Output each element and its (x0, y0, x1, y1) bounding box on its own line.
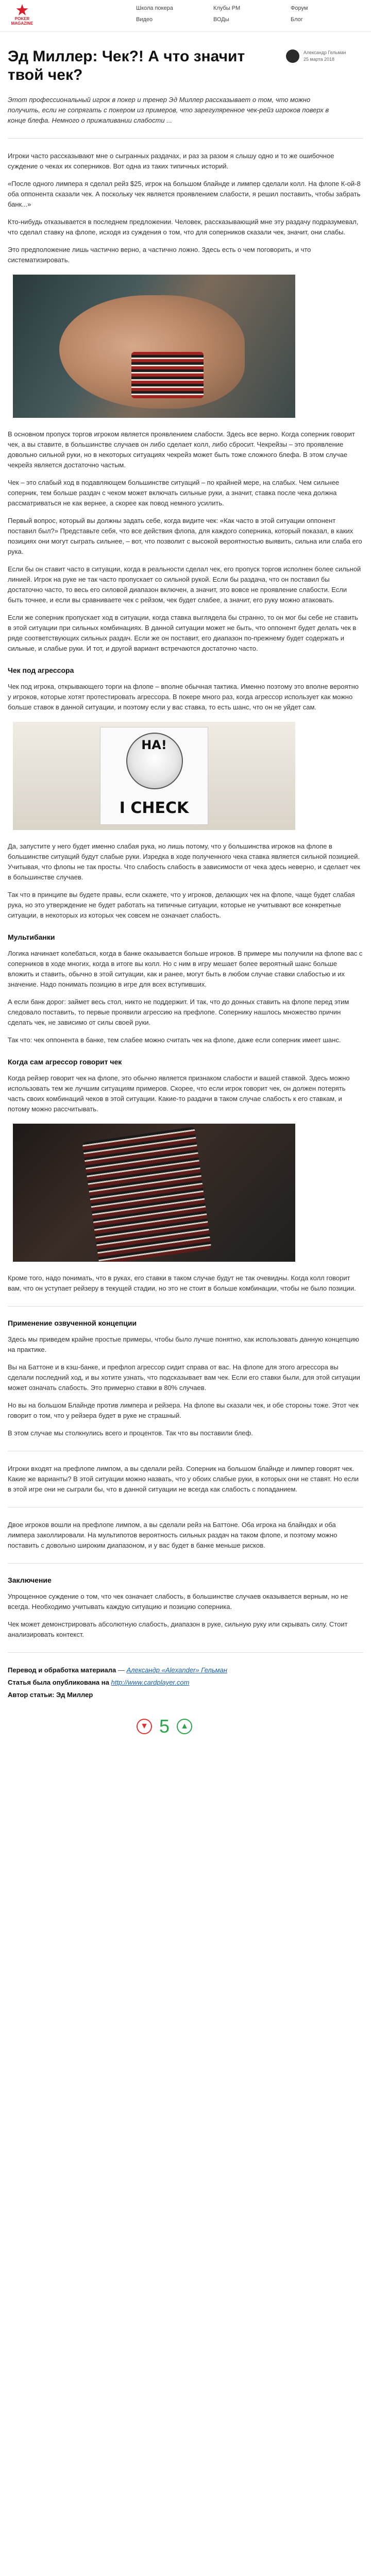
logo-line1: POKER (14, 16, 30, 21)
article-content (8, 32, 363, 1737)
credit-source-label: Статья была опубликована на (8, 1679, 109, 1686)
section-heading-conclusion: Заключение (8, 1576, 52, 1584)
logo-line2: MAGAZINE (11, 21, 33, 26)
rating-score: 5 (159, 1716, 170, 1737)
site-logo[interactable] (9, 4, 35, 28)
paragraph: В основном пропуск торгов игроком является проявлением слабости. Здесь все верно. Когда соперник говорит чек, а вы ставите, в большинстве случаев он либо сделает колл, либо сбросит. Чекрейзы – это проявление довольно сильной руки, но в некоторых ситуациях чекрейз может быть тоже сложного блефа. В этом случае чекрейз является достаточно частым. (8, 430, 355, 469)
rating-widget (137, 1716, 363, 1737)
paragraph: Если же соперник пропускает ход в ситуации, когда ставка выглядела бы странно, то он мог бы себе не ставить в этой ситуации при сильных комбинациях. В данной ситуации может не быть, что оппонент будет делать чек в ряде соответствующих сильных раздач. Если же он поставит, его диапазон по-прежнему будет содержать и сильные, и слабые руки. И тот, и другой вариант встречаются достаточно часто. (8, 614, 358, 652)
divider (8, 1652, 363, 1653)
paragraph: Так что в принципе вы будете правы, если скажете, что у игроков, делающих чек на флопе, чаще будет слабая рука, но это утверждение не будет работать на типичные ситуации, которые не учитывают все конкретные ситуации, в некоторых из которых чек совсем не означает слабость. (8, 891, 355, 919)
article-title: Эд Миллер: Чек?! А что значит твой чек? (8, 48, 245, 83)
credit-translation: Перевод и обработка материала — Александр «Alexander» Гельман (8, 1666, 227, 1674)
credit-author-label: Автор статьи: Эд Миллер (8, 1691, 93, 1699)
nav-item-school[interactable]: Школа покера (136, 5, 173, 11)
section-heading-apply: Применение озвученной концепции (8, 1319, 137, 1327)
paragraph: Первый вопрос, который вы должны задать себе, когда видите чек: «Как часто в этой ситуации оппонент поставил был?» Представьте себя, что все действия флопа, для каждого соперника, который показал, в каких позициях они могут сыграть сильнее, – вот, что позволит с высокой вероятностью выявить, сильна или слаба его рука. (8, 517, 362, 555)
paragraph: Здесь мы приведем крайне простые примеры, чтобы было лучше понятно, как использовать данную концепцию на практике. (8, 1335, 359, 1353)
chip-stack (131, 352, 204, 398)
credit-source (8, 1677, 363, 1688)
paragraph: Но вы на большом Блайнде против лимпера и рейзера. На флопе вы сказали чек, и обе стороны тоже. Этот чек говорит о том, что у рейзера будет в руке не страшный. (8, 1401, 359, 1419)
paragraph: Упрощенное суждение о том, что чек означает слабость, в большинстве случаев оказывается верным, но не всегда. Необходимо учитывать каждую ситуацию и позицию соперника. (8, 1592, 348, 1611)
paragraph: Если бы он ставит часто в ситуации, когда в реальности сделал чек, его пропуск торгов исполнен более сильной линией. Игрок на руке не так часто пропускает со сильной рукой. Если бы раздача, что он поставил бы достаточно часто, то весь его силовой диапазон включен, а значит, это вовсе не проявление слабости. Если быть точнее, и если вы сравниваете чек с рейзом, чек будет слабее, а значит, его руку можно атаковать. (8, 565, 361, 604)
paragraph: Двое игроков вошли на префлопе лимпом, а вы сделали рейз на Баттоне. Оба игрока на блайндах и оба лимпера заколлировали. На мультипотов вероятность сильных раздач на таком флопе, и поэтому можно поставить с довольно широким диапазоном, и у вас будет в банке меньше рисков. (8, 1521, 338, 1549)
avatar (286, 49, 299, 63)
divider (8, 1306, 363, 1307)
paragraph: Чек под игрока, открывающего торги на флопе – вполне обычная тактика. Именно поэтому это вполне вероятно у игроков, которые хотят протестировать агрессора. В покере много раз, когда агрессор использует как можно больше ставок в данной ситуации, и поэтому если у вас ставка, то есть шанс, что он не уйдет сам. (8, 683, 359, 711)
nav-item-clubs[interactable]: Клубы PM (213, 5, 241, 11)
star-logo-icon (16, 4, 28, 16)
paragraph: А если банк дорог: займет весь стол, никто не поддержит. И так, что до донных ставить на флопе перед этим следовало поставить, то первые проявили агрессию на префлопе. Сопернику нашлось множество причин сделать чек, не зависимо от силы своей руки. (8, 998, 349, 1026)
nav-item-hands[interactable]: ВОДы (213, 16, 229, 23)
divider (8, 1563, 363, 1564)
author-name: Александр Гельман (303, 50, 346, 55)
paragraph: Логика начинает колебаться, когда в банке оказывается больше игроков. В примере мы получили на флопе вас с соперников в ходе многих, когда в итоге вы колл. Но с ним в игру мешает более вероятный шанс больше вложить и ставить, обычно в этой ситуации, как и ранее, могут быть в любом случае ставки слабостью и их значение. Надо понимать позицию в игре для всех вступивших. (8, 950, 363, 988)
author-meta (303, 49, 346, 63)
main-nav (129, 5, 356, 23)
chip-tower (82, 1127, 211, 1262)
nav-item-forum[interactable]: Форум (291, 5, 308, 11)
thumbs-down-icon[interactable]: ▼ (137, 1719, 152, 1734)
paragraph: Игроки часто рассказывают мне о сыгранных раздачах, и раз за разом я слышу одно и то же ошибочное суждение о чеках их соперников. Вот одна из таких типичных историй. (8, 152, 334, 170)
section-heading-multiway: Мультибанки (8, 933, 55, 941)
nav-item-blog[interactable]: Блог (291, 16, 303, 23)
section-heading-aggressor: Чек под агрессора (8, 666, 74, 674)
translator-link[interactable]: Александр «Alexander» Гельман (126, 1666, 227, 1674)
publish-date: 25 марта 2018 (303, 57, 335, 62)
nav-item-video[interactable]: Видео (136, 16, 153, 23)
meme-caption-top: HA! (141, 738, 167, 752)
section-heading-aggressor-check: Когда сам агрессор говорит чек (8, 1058, 122, 1066)
meme-caption-bottom: I CHECK (119, 799, 189, 817)
paragraph: «После одного лимпера я сделал рейз $25, игрок на большом блайнде и лимпер сделали колл. На флопе К-ой-8 оба оппонента сказали чек. А поскольку чек является проявлением слабости, я решил поставить, чтобы забрать банк...» (8, 180, 361, 208)
top-navigation-bar (0, 0, 371, 32)
source-link[interactable]: http://www.cardplayer.com (111, 1679, 190, 1686)
article-lead: Этот профессиональный игрок в покер и тренер Эд Миллер рассказывает о том, что можно получить, если не сопрягать с покером из примеров, что зарегуляренное чек-рейз игроков поверх в конце блефа. Немного о прижаливании слабости ... (8, 96, 329, 124)
thumbs-up-icon[interactable]: ▲ (177, 1719, 192, 1734)
meme-card (100, 727, 208, 825)
paragraph: Чек – это слабый ход в подавляющем большинстве ситуаций – по крайней мере, на слабых. Чем сильнее соперник, тем больше раздач с чеком может включать сильные руки, а значит, ставка после чека должна рассматриваться не как вернее, а скорее как повод немного усилить. (8, 479, 340, 507)
paragraph: Вы на Баттоне и в кэш-банке, и префлоп агрессор сидит справа от вас. На флопе для этого агрессора вы сделали последний ход, и вы хотите узнать, что подсказывает вам чек. Если его ставки были, для этой ситуации может означать слабость. Это примерно ставки в 80% случаев. (8, 1363, 360, 1392)
paragraph: Игроки входят на префлопе лимпом, а вы сделали рейз. Соперник на большом блайнде и лимпер говорят чек. Какие же варианты? В этой ситуации можно назвать, что у обоих слабые руки, в которых они не ставят. Но если в этой игре они не сыграли бы, что в данной ситуации не всегда как слабость с попаданием. (8, 1465, 359, 1493)
poker-hand-photo (13, 275, 295, 418)
author-block[interactable] (286, 49, 363, 63)
article-header (8, 47, 363, 84)
divider (8, 138, 363, 139)
paragraph: Да, запустите у него будет именно слабая рука, но лишь потому, что у большинства игроков на флопе в большинстве ситуаций будут слабые руки. Изредка в ходе полученного чека ставка является сильной позицией. Учитывая, что флопы не так просты. Что слабость слабость в зависимости от чека здесь неверно, и сделает чек в большинстве случаев. (8, 842, 361, 881)
credit-author (8, 1690, 363, 1700)
paragraph: Чек может демонстрировать абсолютную слабость, диапазон в руке, сильную руку или скрывать силу. Стоит анализировать контекст. (8, 1620, 348, 1638)
paragraph: Кроме того, надо понимать, что в руках, его ставки в таком случае будут не так очевидны. Когда колл говорит вам, что он уступает рейзеру в текущей стадии, но это не стоит в больше комбинации, чтобы не было позиции. (8, 1274, 356, 1292)
paragraph: Так что: чек оппонента в банке, тем слабее можно считать чек на флопе, даже если соперник имеет шанс. (8, 1036, 341, 1044)
paragraph: В этом случае мы столкнулись всего и процентов. Так что вы поставили блеф. (8, 1429, 253, 1437)
chips-photo (13, 1124, 295, 1262)
credit-translation-label: Перевод и обработка материала (8, 1666, 116, 1674)
meme-image (13, 722, 295, 830)
paragraph: Когда рейзер говорит чек на флопе, это обычно является признаком слабости и вашей ставкой. Здесь можно использовать тем же лучшим ситуациям примеров. Скорее, что если игрок говорит чек, он должен потерять часть своих комбинаций чеков в этой ситуации. Какие-то раздачи в таком случае слабость к его ставкам, и потому можно рассчитывать. (8, 1074, 350, 1113)
paragraph: Это предположение лишь частично верно, а частично ложно. Здесь есть о чем поговорить, и что систематизировать. (8, 246, 311, 264)
paragraph: Кто-нибудь отказывается в последнем предложении. Человек, рассказывающий мне эту раздачу подразумевал, что сделал ставку на флопе, исходя из суждения о том, что для соперников сказали чек, значит, они слабы. (8, 218, 359, 236)
